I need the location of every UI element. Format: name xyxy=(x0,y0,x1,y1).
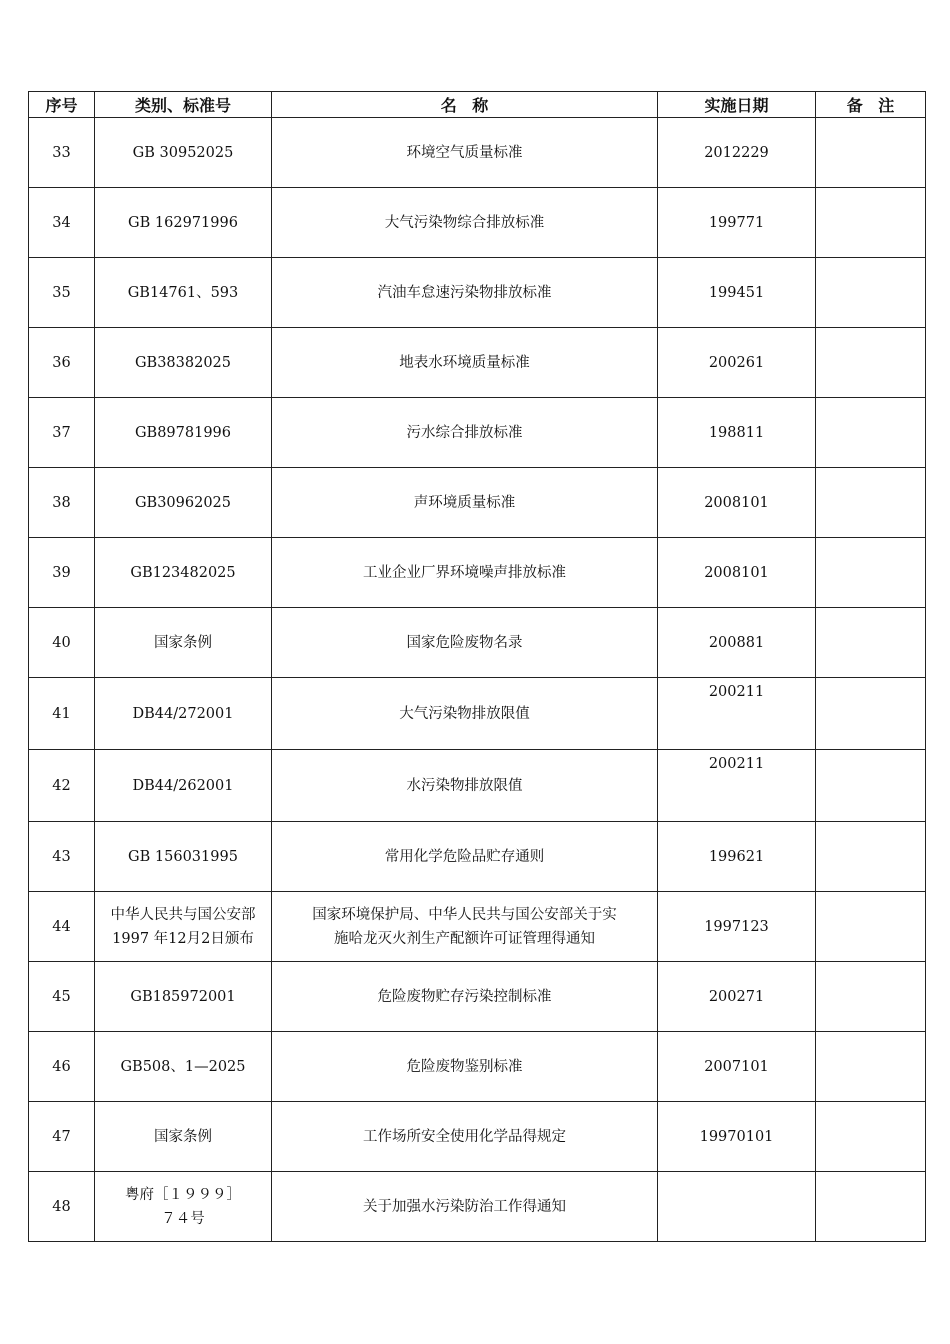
cell-category: 国家条例 xyxy=(95,1102,272,1172)
cell-name: 声环境质量标准 xyxy=(272,468,658,538)
cell-date: 200271 xyxy=(658,962,816,1032)
cell-no: 41 xyxy=(29,678,95,750)
cell-date: 200881 xyxy=(658,608,816,678)
cell-no: 42 xyxy=(29,750,95,822)
cell-name: 国家危险废物名录 xyxy=(272,608,658,678)
header-remark: 备 注 xyxy=(816,92,926,118)
cell-name: 地表水环境质量标准 xyxy=(272,328,658,398)
cell-remark xyxy=(816,892,926,962)
table-row xyxy=(29,258,926,328)
cell-name: 国家环境保护局、中华人民共与国公安部关于实 施哈龙灭火剂生产配额许可证管理得通知 xyxy=(272,892,658,962)
cell-name: 大气污染物综合排放标准 xyxy=(272,188,658,258)
cell-category: 中华人民共与国公安部 1997 年12月2日颁布 xyxy=(95,892,272,962)
cell-remark xyxy=(816,1102,926,1172)
cell-name: 汽油车怠速污染物排放标准 xyxy=(272,258,658,328)
cell-date: 19970101 xyxy=(658,1102,816,1172)
cell-date: 200211 xyxy=(658,678,816,750)
cell-name: 关于加强水污染防治工作得通知 xyxy=(272,1172,658,1242)
cell-no: 48 xyxy=(29,1172,95,1242)
cell-no: 40 xyxy=(29,608,95,678)
cell-category: 国家条例 xyxy=(95,608,272,678)
cell-date: 2008101 xyxy=(658,468,816,538)
cell-name: 危险废物贮存污染控制标准 xyxy=(272,962,658,1032)
cell-no: 47 xyxy=(29,1102,95,1172)
cell-remark xyxy=(816,750,926,822)
cell-no: 37 xyxy=(29,398,95,468)
header-name: 名 称 xyxy=(272,92,658,118)
cell-category: GB 162971996 xyxy=(95,188,272,258)
cell-category: GB508、1—2025 xyxy=(95,1032,272,1102)
cell-no: 43 xyxy=(29,822,95,892)
table-row xyxy=(29,962,926,1032)
header-date: 实施日期 xyxy=(658,92,816,118)
cell-date: 1997123 xyxy=(658,892,816,962)
cell-remark xyxy=(816,1172,926,1242)
cell-no: 38 xyxy=(29,468,95,538)
cell-date: 200261 xyxy=(658,328,816,398)
cell-remark xyxy=(816,538,926,608)
cell-category: DB44/272001 xyxy=(95,678,272,750)
table-row xyxy=(29,1172,926,1242)
cell-remark xyxy=(816,328,926,398)
cell-no: 35 xyxy=(29,258,95,328)
table-row xyxy=(29,1032,926,1102)
cell-remark xyxy=(816,188,926,258)
cell-category: GB14761、593 xyxy=(95,258,272,328)
header-row xyxy=(29,92,926,118)
cell-no: 45 xyxy=(29,962,95,1032)
cell-name: 大气污染物排放限值 xyxy=(272,678,658,750)
table-row xyxy=(29,118,926,188)
cell-category: DB44/262001 xyxy=(95,750,272,822)
table-row xyxy=(29,1102,926,1172)
cell-remark xyxy=(816,468,926,538)
cell-no: 33 xyxy=(29,118,95,188)
cell-category: GB30962025 xyxy=(95,468,272,538)
cell-date: 200211 xyxy=(658,750,816,822)
header-category: 类别、标准号 xyxy=(95,92,272,118)
header-no: 序号 xyxy=(29,92,95,118)
cell-name: 环境空气质量标准 xyxy=(272,118,658,188)
cell-date: 2008101 xyxy=(658,538,816,608)
cell-remark xyxy=(816,962,926,1032)
table-row xyxy=(29,468,926,538)
table-header xyxy=(29,92,926,118)
cell-name: 污水综合排放标准 xyxy=(272,398,658,468)
cell-name: 水污染物排放限值 xyxy=(272,750,658,822)
cell-date: 2012229 xyxy=(658,118,816,188)
cell-no: 34 xyxy=(29,188,95,258)
table-row xyxy=(29,608,926,678)
cell-name: 危险废物鉴别标准 xyxy=(272,1032,658,1102)
cell-remark xyxy=(816,258,926,328)
cell-category: GB123482025 xyxy=(95,538,272,608)
table-row xyxy=(29,328,926,398)
cell-no: 46 xyxy=(29,1032,95,1102)
cell-date: 2007101 xyxy=(658,1032,816,1102)
cell-category: 粤府［１９９９］ ７４号 xyxy=(95,1172,272,1242)
table-body xyxy=(29,118,926,1242)
table-row xyxy=(29,892,926,962)
cell-remark xyxy=(816,118,926,188)
cell-remark xyxy=(816,678,926,750)
cell-no: 39 xyxy=(29,538,95,608)
cell-remark xyxy=(816,608,926,678)
cell-category: GB 156031995 xyxy=(95,822,272,892)
cell-no: 36 xyxy=(29,328,95,398)
cell-date xyxy=(658,1172,816,1242)
cell-date: 198811 xyxy=(658,398,816,468)
cell-category: GB89781996 xyxy=(95,398,272,468)
cell-category: GB185972001 xyxy=(95,962,272,1032)
table-row xyxy=(29,188,926,258)
table-row xyxy=(29,538,926,608)
cell-name: 工业企业厂界环境噪声排放标准 xyxy=(272,538,658,608)
cell-name: 常用化学危险品贮存通则 xyxy=(272,822,658,892)
cell-date: 199771 xyxy=(658,188,816,258)
table-row xyxy=(29,822,926,892)
cell-date: 199621 xyxy=(658,822,816,892)
cell-no: 44 xyxy=(29,892,95,962)
cell-date: 199451 xyxy=(658,258,816,328)
cell-remark xyxy=(816,398,926,468)
cell-category: GB38382025 xyxy=(95,328,272,398)
table-row xyxy=(29,750,926,822)
cell-remark xyxy=(816,1032,926,1102)
cell-remark xyxy=(816,822,926,892)
cell-name: 工作场所安全使用化学品得规定 xyxy=(272,1102,658,1172)
standards-table xyxy=(28,91,926,1242)
cell-category: GB 30952025 xyxy=(95,118,272,188)
table-row xyxy=(29,678,926,750)
table-row xyxy=(29,398,926,468)
